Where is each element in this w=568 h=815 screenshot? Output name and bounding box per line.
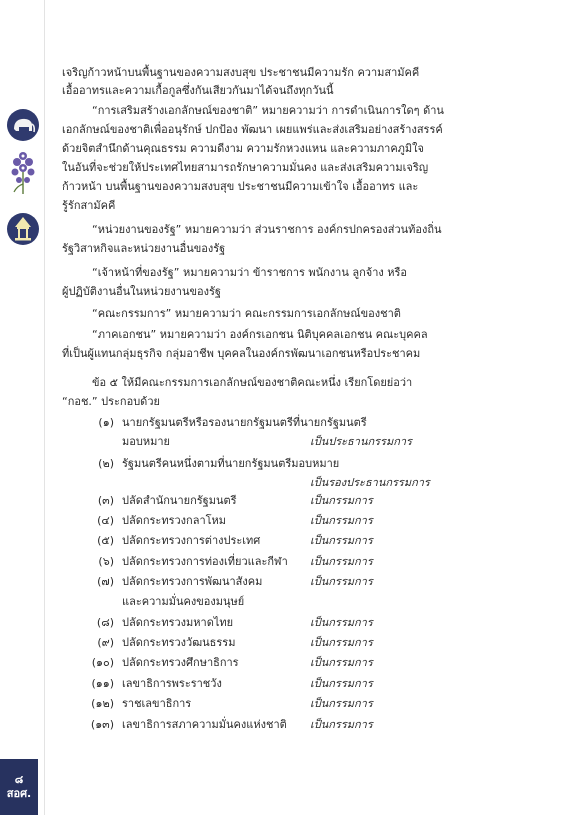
member-role: เป็นรองประธานกรรมการ xyxy=(310,476,430,489)
member-number: (๑๒) xyxy=(91,697,114,710)
clause-heading: ข้อ ๕ ให้มีคณะกรรมการเอกลักษณ์ของชาติคณะหนึ่ง เรียกโดยย่อว่า xyxy=(92,376,413,389)
body-line: ด้วยจิตสำนึกด้านคุณธรรม ความดีงาม ความรักหวงแหน และความภาคภูมิใจ xyxy=(62,142,425,155)
member-row xyxy=(62,455,542,473)
body-line: รู้รักสามัคคี xyxy=(62,199,116,212)
body-line: เอกลักษณ์ของชาติเพื่ออนุรักษ์ ปกป้อง พัฒนา เผยแพร่และส่งเสริมอย่างสร้างสรรค์ xyxy=(62,123,443,136)
member-row xyxy=(62,492,542,510)
body-line: รัฐวิสาหกิจและหน่วยงานอื่นของรัฐ xyxy=(62,242,226,255)
member-row xyxy=(62,414,542,432)
member-row xyxy=(62,553,542,571)
member-number: (๖) xyxy=(98,555,114,568)
member-role: เป็นประธานกรรมการ xyxy=(310,435,412,448)
member-number: (๑๑) xyxy=(91,677,114,690)
member-number: (๑๐) xyxy=(91,656,114,669)
member-role: เป็นกรรมการ xyxy=(310,616,373,629)
member-row xyxy=(62,433,542,451)
body-line: ที่เป็นผู้แทนกลุ่มธุรกิจ กลุ่มอาชีพ บุคคลในองค์กรพัฒนาเอกชนหรือประชาคม xyxy=(62,347,421,360)
body-line: เจริญก้าวหน้าบนพื้นฐานของความสงบสุข ประชาชนมีความรัก ความสามัคคี xyxy=(62,66,420,79)
member-role: เป็นกรรมการ xyxy=(310,656,373,669)
member-row xyxy=(62,654,542,672)
flower-emblem-icon xyxy=(6,148,40,198)
member-row xyxy=(62,634,542,652)
member-row xyxy=(62,532,542,550)
member-role: เป็นกรรมการ xyxy=(310,636,373,649)
member-role: เป็นกรรมการ xyxy=(310,514,373,527)
member-number: (๕) xyxy=(97,534,114,547)
member-role: เป็นกรรมการ xyxy=(310,718,373,731)
member-row xyxy=(62,512,542,530)
member-name: ปลัดกระทรวงการพัฒนาสังคม xyxy=(122,575,263,588)
member-number: (๓) xyxy=(97,494,114,507)
member-row xyxy=(62,573,542,591)
member-row xyxy=(62,474,542,492)
clause-heading: “กอช.” ประกอบด้วย xyxy=(62,395,160,408)
member-name: และความมั่นคงของมนุษย์ xyxy=(122,595,245,608)
member-name: ปลัดกระทรวงการท่องเที่ยวและกีฬา xyxy=(122,555,288,568)
member-name: นายกรัฐมนตรีหรือรองนายกรัฐมนตรีที่นายกรัฐมนตรี xyxy=(122,416,367,429)
member-name: ปลัดกระทรวงวัฒนธรรม xyxy=(122,636,236,649)
body-line: ผู้ปฏิบัติงานอื่นในหน่วยงานของรัฐ xyxy=(62,285,221,298)
member-name: ปลัดกระทรวงการต่างประเทศ xyxy=(122,534,261,547)
member-number: (๑๓) xyxy=(90,718,114,731)
member-number: (๔) xyxy=(97,514,114,527)
member-role: เป็นกรรมการ xyxy=(310,555,373,568)
body-line: เอื้ออาทรและความเกื้อกูลซึ่งกันเสียวกันมาได้จนถึงทุกวันนี้ xyxy=(62,84,334,97)
page-number: ๘ xyxy=(14,773,24,786)
member-role: เป็นกรรมการ xyxy=(310,697,373,710)
member-number: (๘) xyxy=(96,616,114,629)
member-name: เลขาธิการพระราชวัง xyxy=(122,677,222,690)
member-name: รัฐมนตรีคนหนึ่งตามที่นายกรัฐมนตรีมอบหมาย xyxy=(122,457,340,470)
elephant-emblem-icon xyxy=(6,108,40,142)
body-line: ก้าวหน้า บนพื้นฐานของความสงบสุข ประชาชนมีความเข้าใจ เอื้ออาทร และ xyxy=(62,180,419,193)
body-line: “หน่วยงานของรัฐ” หมายความว่า ส่วนราชการ องค์กรปกครองส่วนท้องถิ่น xyxy=(92,223,442,236)
member-role: เป็นกรรมการ xyxy=(310,534,373,547)
member-number: (๑) xyxy=(98,416,114,429)
member-row xyxy=(62,716,542,734)
body-line: ในอันที่จะช่วยให้ประเทศไทยสามารถรักษาความมั่นคง และส่งเสริมความเจริญ xyxy=(62,161,429,174)
page-number-tab xyxy=(0,759,38,815)
body-line: “คณะกรรมการ” หมายความว่า คณะกรรมการเอกลักษณ์ของชาติ xyxy=(92,307,401,320)
member-name: ปลัดกระทรวงกลาโหม xyxy=(122,514,227,527)
sidebar xyxy=(0,0,45,815)
member-number: (๙) xyxy=(97,636,114,649)
member-row xyxy=(62,614,542,632)
member-name: เลขาธิการสภาความมั่นคงแห่งชาติ xyxy=(122,718,287,731)
member-name: มอบหมาย xyxy=(122,435,170,448)
member-name: ปลัดสำนักนายกรัฐมนตรี xyxy=(122,494,237,507)
body-line: “การเสริมสร้างเอกลักษณ์ของชาติ” หมายความว่า การดำเนินการใดๆ ด้าน xyxy=(92,104,444,117)
member-name: ราชเลขาธิการ xyxy=(122,697,192,710)
member-role: เป็นกรรมการ xyxy=(310,677,373,690)
member-role: เป็นกรรมการ xyxy=(310,494,373,507)
member-name: ปลัดกระทรวงมหาดไทย xyxy=(122,616,234,629)
member-row xyxy=(62,675,542,693)
pavilion-emblem-icon xyxy=(6,212,40,246)
member-number: (๗) xyxy=(97,575,114,588)
page-label: สอศ. xyxy=(6,787,32,800)
body-line: “ภาคเอกชน” หมายความว่า องค์กรเอกชน นิติบุคคลเอกชน คณะบุคคล xyxy=(92,328,428,341)
member-row xyxy=(62,593,542,611)
member-name: ปลัดกระทรวงศึกษาธิการ xyxy=(122,656,239,669)
member-row xyxy=(62,695,542,713)
body-line: “เจ้าหน้าที่ของรัฐ” หมายความว่า ข้าราชการ พนักงาน ลูกจ้าง หรือ xyxy=(92,266,408,279)
member-number: (๒) xyxy=(98,457,114,470)
member-role: เป็นกรรมการ xyxy=(310,575,373,588)
